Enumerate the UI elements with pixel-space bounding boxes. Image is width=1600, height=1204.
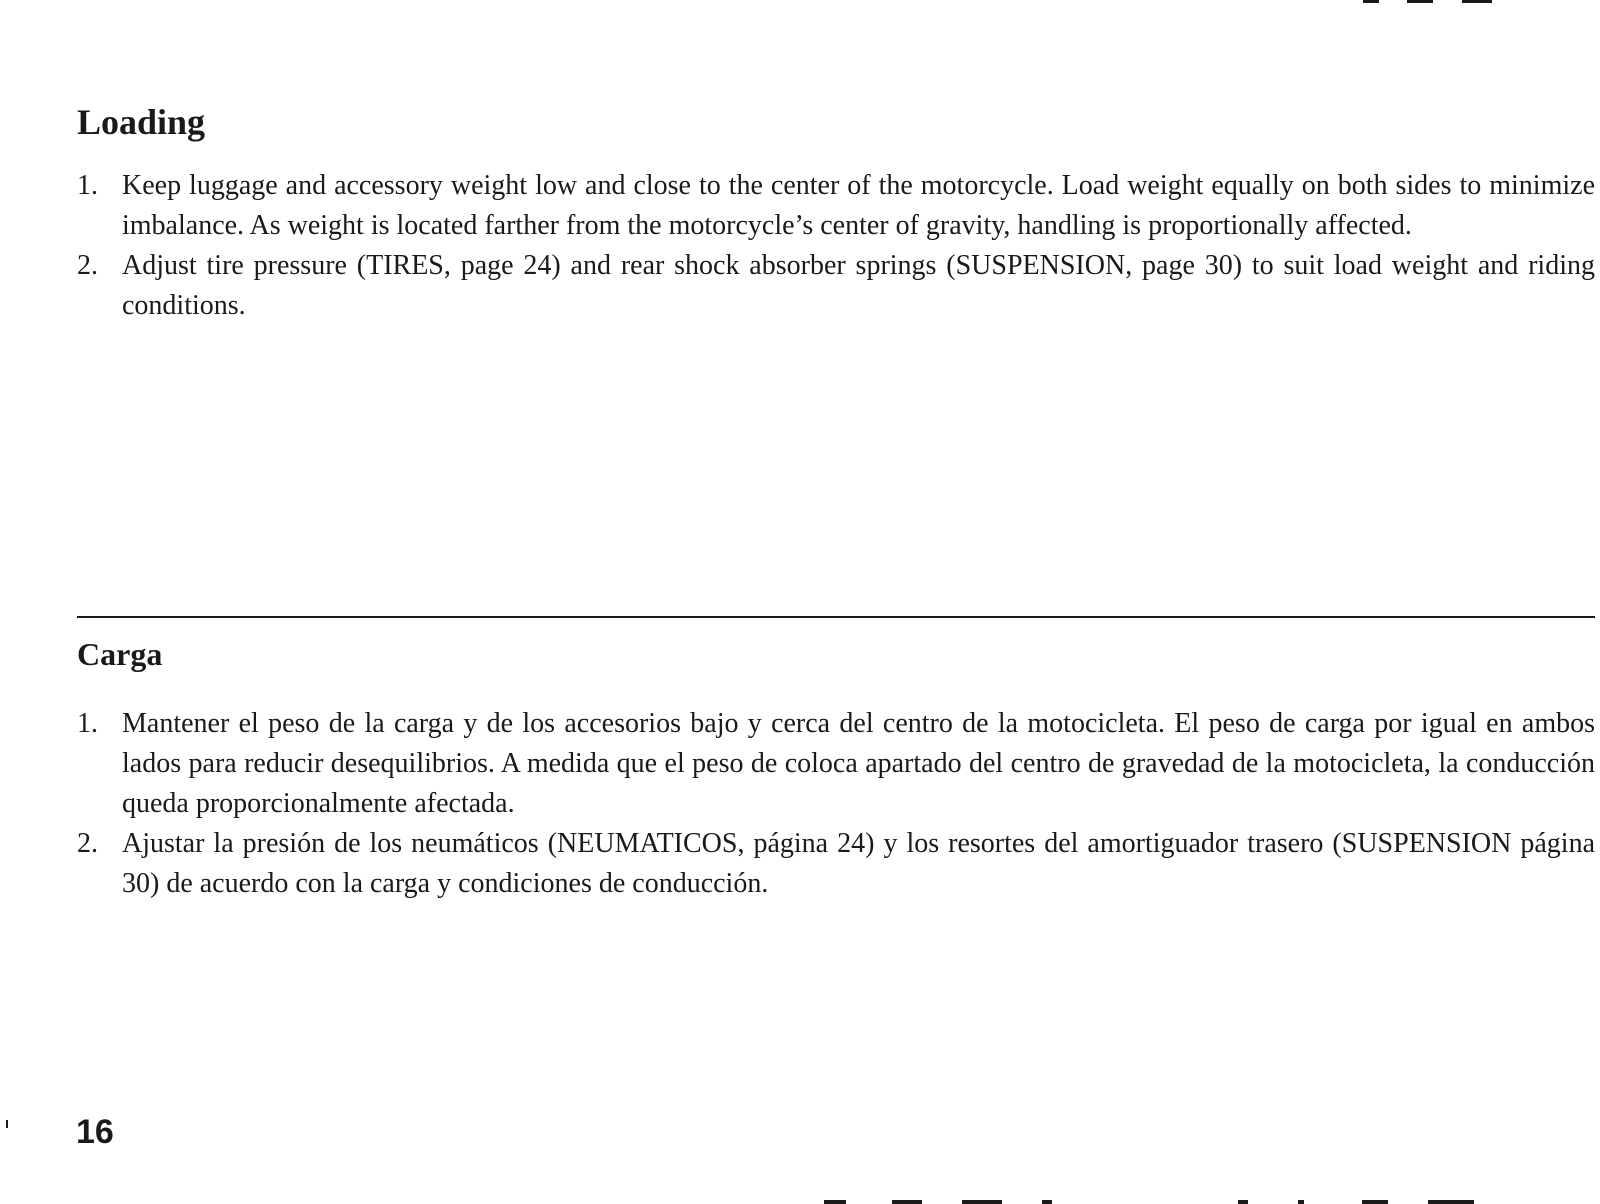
item-text: Mantener el peso de la carga y de los accesorios bajo y cerca del centro de la motocicleta. El peso de carga por igual en ambos lados para reducir desequilibrios. A medida que el peso de coloca apartado del centro de gravedad de la motocicleta, la conducción queda proporcionalmente afectada.	[122, 708, 1595, 819]
page-number: 16	[76, 1113, 114, 1151]
scan-mark	[1428, 1200, 1474, 1204]
scan-mark	[1363, 0, 1379, 3]
section-carga	[77, 632, 1595, 904]
item-text: Adjust tire pressure (TIRES, page 24) and rear shock absorber springs (SUSPENSION, page 30) to suit load weight and riding conditions.	[122, 250, 1595, 321]
instruction-list	[77, 166, 1595, 326]
scan-mark	[892, 1200, 922, 1204]
list-item	[77, 246, 1595, 326]
section-loading	[77, 100, 1595, 326]
scan-mark	[1238, 1200, 1248, 1204]
item-number: 2.	[77, 250, 98, 281]
scan-mark	[6, 1120, 8, 1128]
item-text: Keep luggage and accessory weight low and close to the center of the motorcycle. Load weight equally on both sides to minimize imbalance. As weight is located farther from the motorcycle’s center of gravity, handling is proportionally affected.	[122, 170, 1595, 241]
item-number: 1.	[77, 708, 98, 739]
scan-mark	[1042, 1200, 1052, 1204]
scan-mark	[1298, 1200, 1304, 1204]
item-number: 2.	[77, 828, 98, 859]
list-item	[77, 824, 1595, 904]
section-heading: Loading	[77, 102, 206, 142]
section-divider	[77, 616, 1595, 618]
scan-mark	[824, 1200, 846, 1204]
scan-mark	[1407, 0, 1433, 3]
item-text: Ajustar la presión de los neumáticos (NEUMATICOS, página 24) y los resortes del amortiguador trasero (SUSPENSION página 30) de acuerdo con la carga y condiciones de conducción.	[122, 828, 1595, 899]
item-number: 1.	[77, 170, 98, 201]
scan-mark	[1362, 1200, 1388, 1204]
list-item	[77, 704, 1595, 824]
section-heading: Carga	[77, 636, 163, 672]
list-item	[77, 166, 1595, 246]
instruction-list	[77, 704, 1595, 904]
scan-mark	[962, 1200, 1002, 1204]
scan-mark	[1462, 0, 1492, 3]
